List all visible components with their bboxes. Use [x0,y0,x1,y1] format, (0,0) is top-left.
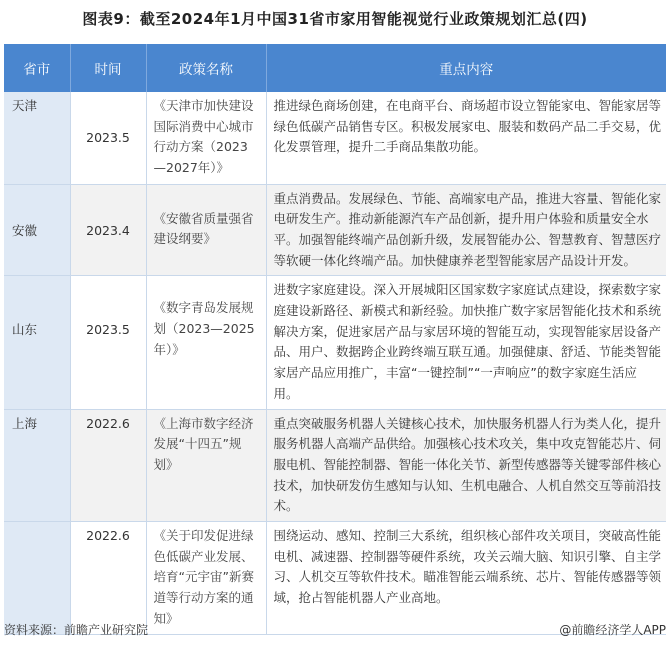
header-province: 省市 [4,44,70,92]
table-row [4,92,666,184]
policy-name: 《数字青岛发展规划（2023—2025年）》 [153,300,255,357]
province-label: 天津 [12,98,38,113]
header-policy-name: 政策名称 [146,44,266,92]
time-label: 2023.4 [86,222,130,238]
policy-name: 《天津市加快建设国际消费中心城市行动方案（2023—2027年）》 [153,98,254,176]
table-header-row [4,44,666,92]
policy-name: 《关于印发促进绿色低碳产业发展、培育“元宇宙”新赛道等行动方案的通知》 [153,528,254,626]
province-label: 安徽 [12,222,38,238]
province-label: 上海 [12,415,38,431]
time-label: 2022.6 [86,415,130,431]
time-cell [70,409,146,522]
policy-table [4,44,666,635]
province-cell [4,409,70,522]
time-cell [70,522,146,635]
policy-cell [146,184,266,276]
time-cell [70,92,146,184]
time-label: 2022.6 [86,528,130,544]
table-row [4,276,666,409]
time-cell [70,276,146,409]
policy-name: 《上海市数字经济发展“十四五”规划》 [153,415,254,472]
table-row [4,184,666,276]
chart-title: 图表9：截至2024年1月中国31省市家用智能视觉行业政策规划汇总(四) [82,10,588,28]
policy-cell [146,522,266,635]
policy-cell [146,92,266,184]
province-cell [4,276,70,409]
header-key-content: 重点内容 [266,44,666,92]
content-cell [266,184,666,276]
province-cell [4,184,70,276]
time-cell [70,184,146,276]
policy-content: 围绕运动、感知、控制三大系统，组织核心部件攻关项目，突破高性能电机、减速器、控制器等硬件系统，攻关云端大脑、知识引擎、自主学习、人机交互等软件技术。瞄准智能云端系统、芯片、智能传感器等领域，抢占智能机器人产业高地。 [273,528,662,606]
content-cell [266,522,666,635]
policy-cell [146,409,266,522]
content-cell [266,92,666,184]
time-label: 2023.5 [86,130,130,145]
province-cell [4,522,70,635]
time-label: 2023.5 [86,322,130,338]
province-cell [4,92,70,184]
brand-note: @前瞻经济学人APP [559,623,666,637]
province-label: 山东 [12,322,38,338]
policy-content: 重点消费品。发展绿色、节能、高端家电产品，推进大容量、智能化家电研发生产。推动新能源汽车产品创新，提升用户体验和质量安全水平。加强智能终端产品创新升级，发展智能办公、智慧教育、智慧医疗等软硬一体化终端产品。加快健康养老型智能家居产品设计开发。 [273,190,662,268]
policy-content: 推进绿色商场创建，在电商平台、商场超市设立智能家电、智能家居等绿色低碳产品销售专区。积极发展家电、服装和数码产品二手交易，优化发票管理，提升二手商品集散功能。 [273,98,662,155]
table-row [4,522,666,635]
policy-content: 重点突破服务机器人关键核心技术，加快服务机器人行为类人化，提升服务机器人高端产品供给。加强核心技术攻关，集中攻克智能芯片、伺服电机、智能控制器、智能一体化关节、新型传感器等关键零部件核心技术，加快研发仿生感知与认知、生机电融合、人机自然交互等前沿技术。 [273,415,662,514]
content-cell [266,409,666,522]
policy-name: 《安徽省质量强省建设纲要》 [153,210,254,247]
policy-content: 进数字家庭建设。深入开展城阳区国家数字家庭试点建设，探索数字家庭建设新路径、新模式和新经验。加快推广数字家居智能化技术和系统解决方案，促进家居产品与家居环境的智能互动，实现智能家居设备产品、用户、数据跨企业跨终端互联互通。加强健康、舒适、节能类智能家居产品应用推广，丰富“一键控制”“一声响应”的数字家庭生活应用。 [273,282,662,401]
policy-cell [146,276,266,409]
header-time: 时间 [70,44,146,92]
source-note: 资料来源：前瞻产业研究院 [4,623,149,637]
table-row [4,409,666,522]
content-cell [266,276,666,409]
